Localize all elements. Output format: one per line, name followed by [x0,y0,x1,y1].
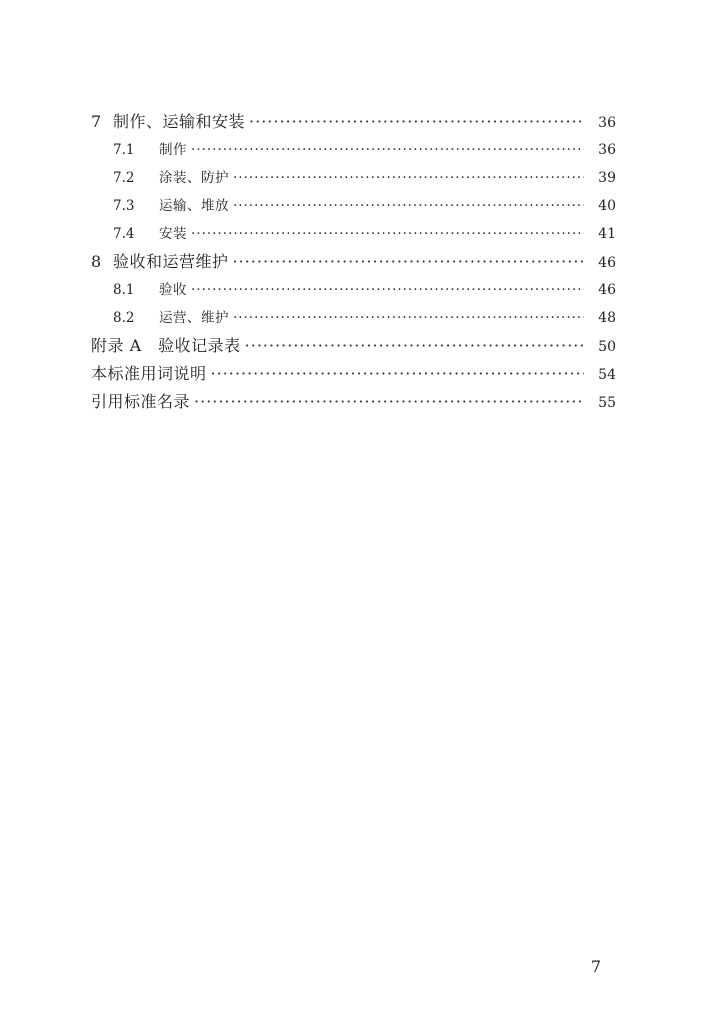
toc-entry-page: 55 [598,395,616,411]
dot-leader [191,136,584,164]
toc-entry-title: 引用标准名录 [91,392,191,411]
dot-leader [194,388,584,416]
dot-leader [191,276,584,304]
toc-entry-title: 本标准用词说明 [91,364,207,383]
toc-entry-page: 46 [598,282,616,298]
toc-entry-section-7-4[interactable] [91,220,616,248]
dot-leader [233,192,584,220]
toc-entry-title: 验收 [159,282,187,298]
toc-entry-section-7-2[interactable] [91,164,616,192]
dot-leader [233,304,584,332]
toc-entry-chapter-7[interactable] [91,108,616,136]
toc-entry-number: 8.2 [113,310,135,326]
toc-entry-page: 40 [598,198,616,214]
toc-entry-page: 36 [598,142,616,158]
toc-entry-page: 46 [598,255,616,271]
toc-entry-section-8-1[interactable] [91,276,616,304]
toc-entry-number: 7.1 [113,142,135,158]
toc-entry-section-8-2[interactable] [91,304,616,332]
dot-leader [191,220,584,248]
dot-leader [233,248,584,276]
toc-entry-wording-explanation[interactable] [91,360,616,388]
toc-entry-section-7-1[interactable] [91,136,616,164]
toc-entry-title: 制作 [159,142,187,158]
toc-entry-title: 附录 A 验收记录表 [91,336,241,355]
toc-entry-number: 8.1 [113,282,135,298]
toc-entry-title: 运输、堆放 [159,198,229,214]
dot-leader [245,332,584,360]
toc-entry-title: 涂装、防护 [159,170,229,186]
dot-leader [249,108,584,136]
toc-entry-page: 48 [598,310,616,326]
toc-entry-title: 验收和运营维护 [113,252,229,271]
toc-entry-number: 7 [91,112,102,131]
toc-entry-page: 36 [598,115,616,131]
toc-entry-page: 50 [598,339,616,355]
toc-entry-page: 41 [598,226,616,242]
dot-leader [233,164,584,192]
toc-entry-referenced-standards[interactable] [91,388,616,416]
toc-entry-section-7-3[interactable] [91,192,616,220]
toc-entry-number: 7.2 [113,170,135,186]
toc-entry-appendix-a[interactable] [91,332,616,360]
toc-entry-number: 7.3 [113,198,135,214]
toc-entry-title: 安装 [159,226,187,242]
dot-leader [211,360,584,388]
table-of-contents [91,108,616,416]
toc-entry-page: 39 [598,170,616,186]
toc-entry-title: 运营、维护 [159,310,229,326]
toc-entry-number: 8 [91,252,102,271]
toc-entry-page: 54 [598,367,616,383]
toc-entry-chapter-8[interactable] [91,248,616,276]
page-number: 7 [590,957,602,976]
toc-entry-title: 制作、运输和安装 [113,112,246,131]
toc-entry-number: 7.4 [113,226,135,242]
